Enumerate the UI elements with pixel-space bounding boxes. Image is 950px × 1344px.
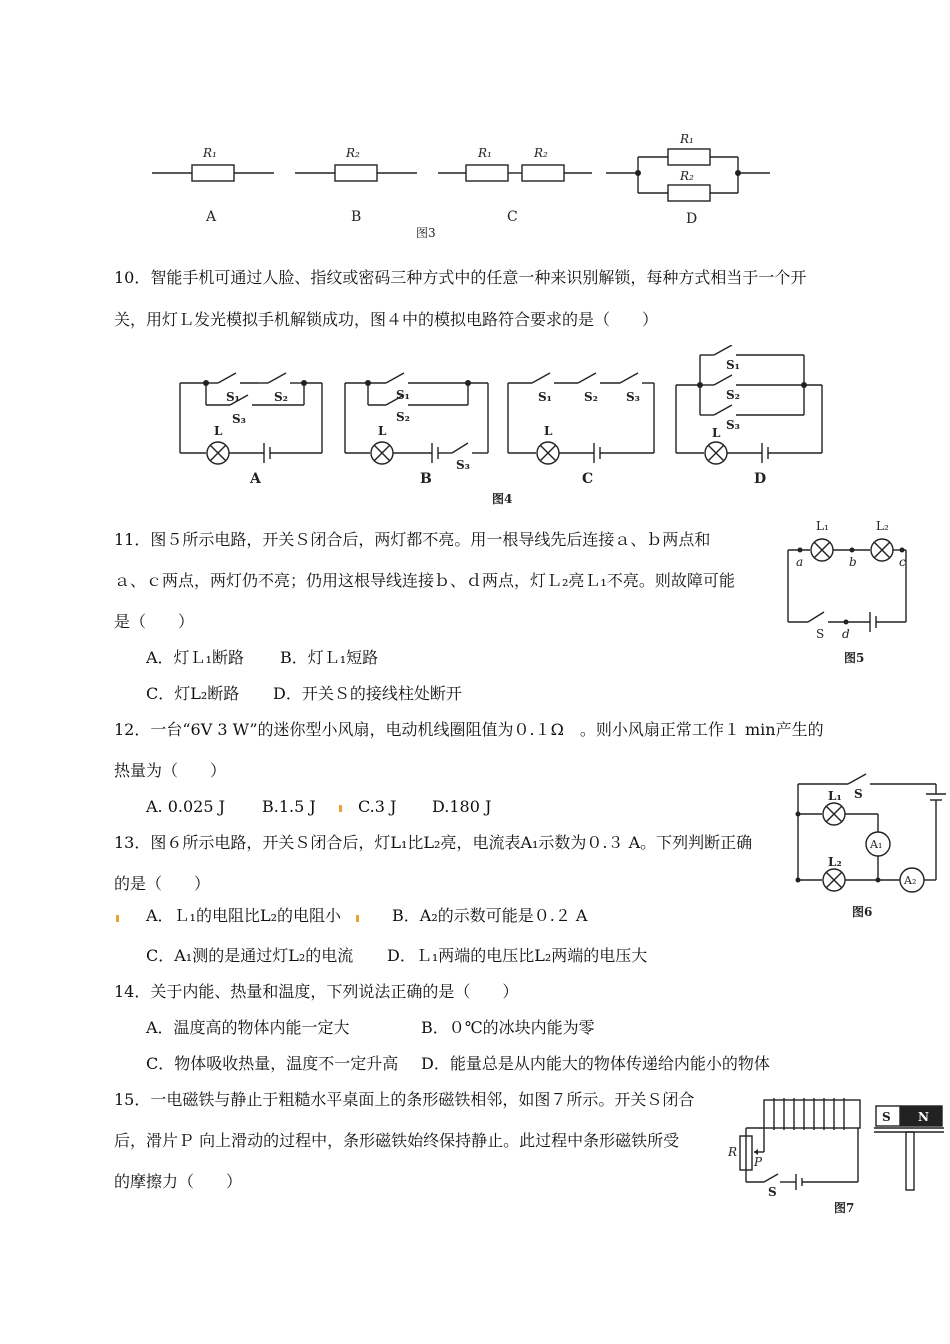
fig7-magnet-s: S [882,1110,891,1124]
q14-line1: 14．关于内能、热量和温度，下列说法正确的是（ ） [114,982,519,1001]
fig4c-s1: S₁ [538,390,552,404]
fig5-s: S [816,627,825,641]
q11-line2: ａ、ｃ两点，两灯仍不亮；仍用这根导线连接ｂ、ｄ两点，灯Ｌ₂亮Ｌ₁不亮。则故障可能 [114,571,735,590]
q12-line1: 12．一台“6V 3 W”的迷你型小风扇，电动机线圈阻值为０.１Ω 。则小风扇正常工作１ min产生的 [114,720,824,739]
q10-line2: 关，用灯Ｌ发光模拟手机解锁成功，图４中的模拟电路符合要求的是（ ） [114,310,659,329]
fig5-a: a [796,555,804,569]
orange-mark [339,805,342,812]
fig6-a2: A₂ [904,874,917,887]
q13-option-a: A．Ｌ₁的电阻比L₂的电阻小 [146,906,342,925]
fig5-l1: L₁ [816,519,829,533]
q12-option-b: B.1.5 J [262,797,316,816]
fig4c-s2: S₂ [584,390,598,404]
fig7-p: P [754,1155,763,1169]
q11-line3: 是（ ） [114,612,195,631]
figure-7 [724,1092,944,1218]
q11-option-d: D．开关Ｓ的接线柱处断开 [273,684,462,703]
fig3-d-r2-label: R₂ [680,169,694,183]
fig4-label-a: A [250,471,261,487]
fig5-b: b [849,555,857,569]
fig4b-s3: S₃ [456,458,470,472]
fig4a-s1: S₁ [226,390,240,404]
fig3-c-r1-label: R₁ [478,146,492,160]
fig6-l2: L₂ [828,855,842,869]
fig4a-lamp: L [214,424,223,438]
q11-option-c: C．灯L₂断路 [146,684,240,703]
q14-option-c: C．物体吸收热量，温度不一定升高 [146,1054,399,1073]
fig5-c: c [899,555,906,569]
figure-4 [170,345,840,510]
fig4a-s3: S₃ [232,412,246,426]
fig5-caption: 图5 [844,651,865,665]
fig4b-s2: S₂ [396,410,410,424]
fig6-caption: 图6 [852,905,873,919]
fig3-label-d: D [686,211,698,227]
q13-option-c: C．A₁测的是通过灯L₂的电流 [146,946,354,965]
q13-line1: 13．图６所示电路，开关Ｓ闭合后，灯L₁比L₂亮，电流表A₁示数为０.３ A。下列判断正确 [114,833,753,852]
figure-5 [778,514,928,672]
fig3-a-r1-label: R₁ [203,146,217,160]
q13-option-b: B．A₂的示数可能是０.２ A [392,906,588,925]
q11-line1: 11．图５所示电路，开关Ｓ闭合后，两灯都不亮。用一根导线先后连接ａ、ｂ两点和 [114,530,711,549]
fig4-label-b: B [420,471,432,487]
fig6-l1: L₁ [828,789,842,803]
q15-line2: 后，滑片Ｐ 向上滑动的过程中，条形磁铁始终保持静止。此过程中条形磁铁所受 [114,1131,680,1150]
q12-option-c: C.3 J [358,797,397,816]
fig3-b-r2-label: R₂ [346,146,360,160]
fig3-caption: 图3 [416,226,436,240]
fig4b-s1: S₁ [396,388,410,402]
q12-option-a: A. 0.025 J [146,797,226,816]
fig5-d: d [842,627,850,641]
fig4d-lamp: L [712,426,721,440]
q15-line3: 的摩擦力（ ） [114,1172,243,1191]
q14-option-b: B．０℃的冰块内能为零 [421,1018,595,1037]
fig4d-s2: S₂ [726,388,740,402]
q12-line2: 热量为（ ） [114,761,227,780]
fig4c-lamp: L [544,424,553,438]
orange-mark [116,915,119,922]
q10-line1: 10．智能手机可通过人脸、指纹或密码三种方式中的任意一种来识别解锁，每种方式相当于一个开 [114,268,807,287]
q11-option-a: A．灯Ｌ₁断路 [146,648,244,667]
q12-option-d: D.180 J [432,797,492,816]
fig3-label-a: A [206,209,217,225]
fig4b-lamp: L [378,424,387,438]
fig4a-s2: S₂ [274,390,288,404]
fig3-c-r2-label: R₂ [534,146,548,160]
q14-option-d: D．能量总是从内能大的物体传递给内能小的物体 [421,1054,770,1073]
fig4d-s3: S₃ [726,418,740,432]
fig4-caption: 图4 [492,492,513,506]
figure-6 [786,770,946,920]
fig3-d-r1-label: R₁ [680,132,694,146]
fig7-s: S [768,1185,777,1199]
fig4d-s1: S₁ [726,358,740,372]
fig4-label-d: D [754,471,767,487]
q11-option-b: B．灯Ｌ₁短路 [280,648,379,667]
fig4-label-c: C [582,471,594,487]
fig5-l2: L₂ [876,519,889,533]
fig6-s: S [854,787,863,801]
q13-line2: 的是（ ） [114,874,211,893]
orange-mark [356,915,359,922]
fig7-caption: 图7 [834,1201,855,1215]
q14-option-a: A．温度高的物体内能一定大 [146,1018,350,1037]
fig7-magnet-n: N [918,1110,929,1124]
fig3-label-b: B [351,209,362,225]
q13-option-d: D．Ｌ₁两端的电压比L₂两端的电压大 [387,946,648,965]
fig6-a1: A₁ [870,838,883,851]
fig7-r: R [728,1145,738,1159]
q15-line1: 15．一电磁铁与静止于粗糙水平桌面上的条形磁铁相邻，如图７所示。开关Ｓ闭合 [114,1090,695,1109]
figure-3 [140,125,780,240]
fig4c-s3: S₃ [626,390,640,404]
fig3-label-c: C [507,209,518,225]
